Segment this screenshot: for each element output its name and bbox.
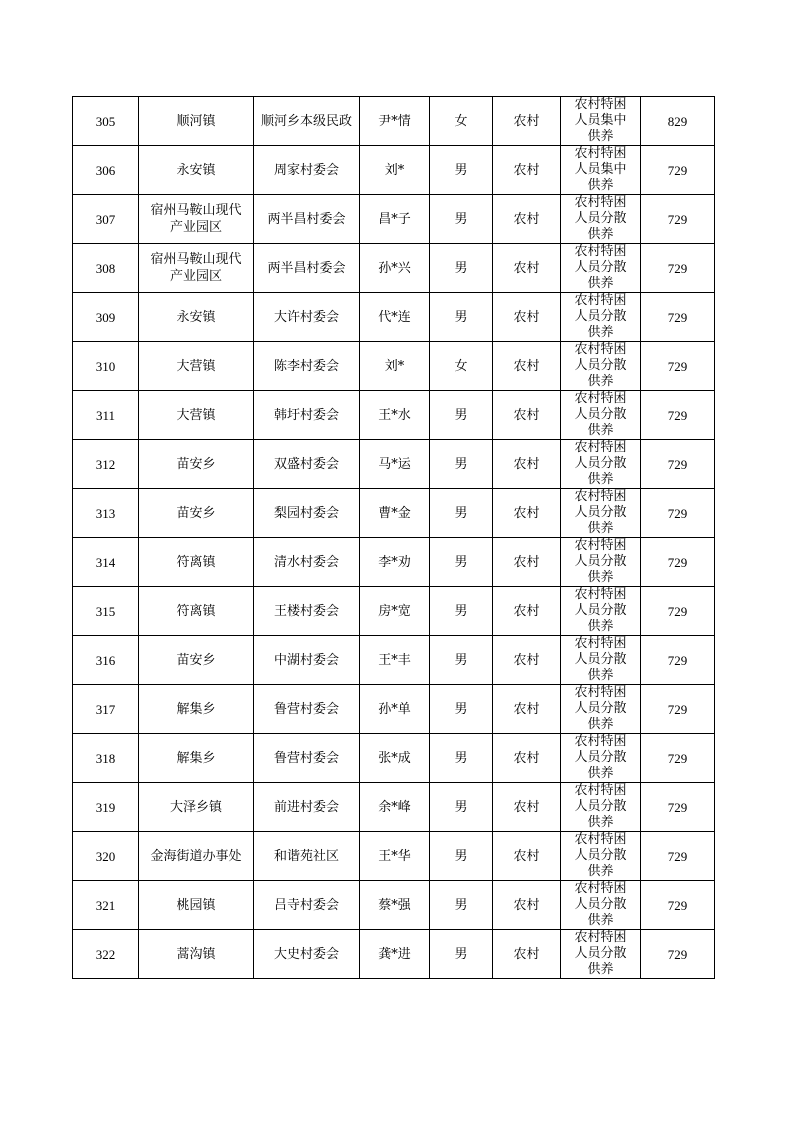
cell-town: 苗安乡 [139, 489, 254, 538]
cell-town: 永安镇 [139, 146, 254, 195]
cell-gender: 男 [430, 930, 493, 979]
cell-area-type: 农村 [493, 293, 561, 342]
cell-recipient-name: 王*华 [360, 832, 430, 881]
table-row [73, 685, 715, 734]
cell-area-type: 农村 [493, 146, 561, 195]
cell-gender: 男 [430, 293, 493, 342]
cell-amount: 729 [641, 293, 715, 342]
cell-support-category: 农村特困人员分散供养 [561, 244, 641, 293]
cell-serial-number: 312 [73, 440, 139, 489]
cell-recipient-name: 房*宽 [360, 587, 430, 636]
cell-serial-number: 316 [73, 636, 139, 685]
cell-recipient-name: 王*水 [360, 391, 430, 440]
cell-recipient-name: 孙*兴 [360, 244, 430, 293]
cell-serial-number: 310 [73, 342, 139, 391]
cell-recipient-name: 龚*进 [360, 930, 430, 979]
table-row [73, 783, 715, 832]
cell-recipient-name: 王*丰 [360, 636, 430, 685]
cell-serial-number: 314 [73, 538, 139, 587]
cell-gender: 男 [430, 734, 493, 783]
cell-area-type: 农村 [493, 97, 561, 146]
cell-area-type: 农村 [493, 685, 561, 734]
cell-recipient-name: 余*峰 [360, 783, 430, 832]
table-row [73, 832, 715, 881]
table-row [73, 587, 715, 636]
cell-support-category: 农村特困人员分散供养 [561, 636, 641, 685]
cell-amount: 729 [641, 146, 715, 195]
table-row [73, 636, 715, 685]
table-row [73, 391, 715, 440]
cell-support-category: 农村特困人员分散供养 [561, 293, 641, 342]
cell-village: 顺河乡本级民政 [254, 97, 360, 146]
cell-recipient-name: 李*劝 [360, 538, 430, 587]
cell-support-category: 农村特困人员分散供养 [561, 538, 641, 587]
cell-area-type: 农村 [493, 783, 561, 832]
cell-recipient-name: 蔡*强 [360, 881, 430, 930]
cell-town: 金海街道办事处 [139, 832, 254, 881]
cell-serial-number: 320 [73, 832, 139, 881]
cell-amount: 829 [641, 97, 715, 146]
cell-recipient-name: 刘* [360, 146, 430, 195]
cell-area-type: 农村 [493, 342, 561, 391]
cell-recipient-name: 张*成 [360, 734, 430, 783]
cell-support-category: 农村特困人员分散供养 [561, 881, 641, 930]
table-row [73, 97, 715, 146]
cell-serial-number: 308 [73, 244, 139, 293]
cell-village: 清水村委会 [254, 538, 360, 587]
cell-area-type: 农村 [493, 391, 561, 440]
cell-village: 陈李村委会 [254, 342, 360, 391]
cell-amount: 729 [641, 195, 715, 244]
cell-village: 双盛村委会 [254, 440, 360, 489]
cell-town: 解集乡 [139, 685, 254, 734]
cell-gender: 男 [430, 244, 493, 293]
cell-amount: 729 [641, 342, 715, 391]
cell-recipient-name: 昌*子 [360, 195, 430, 244]
cell-serial-number: 309 [73, 293, 139, 342]
cell-area-type: 农村 [493, 734, 561, 783]
cell-area-type: 农村 [493, 832, 561, 881]
cell-recipient-name: 马*运 [360, 440, 430, 489]
cell-serial-number: 321 [73, 881, 139, 930]
table-row [73, 734, 715, 783]
table-row [73, 930, 715, 979]
cell-gender: 女 [430, 97, 493, 146]
cell-town: 符离镇 [139, 538, 254, 587]
cell-gender: 男 [430, 881, 493, 930]
table-row [73, 244, 715, 293]
cell-support-category: 农村特困人员分散供养 [561, 734, 641, 783]
cell-town: 大营镇 [139, 391, 254, 440]
cell-town: 解集乡 [139, 734, 254, 783]
cell-serial-number: 311 [73, 391, 139, 440]
cell-amount: 729 [641, 685, 715, 734]
cell-town: 桃园镇 [139, 881, 254, 930]
cell-serial-number: 315 [73, 587, 139, 636]
table-body [73, 97, 715, 979]
cell-support-category: 农村特困人员分散供养 [561, 930, 641, 979]
cell-recipient-name: 尹*情 [360, 97, 430, 146]
cell-gender: 男 [430, 538, 493, 587]
cell-gender: 女 [430, 342, 493, 391]
cell-village: 前进村委会 [254, 783, 360, 832]
cell-serial-number: 305 [73, 97, 139, 146]
cell-amount: 729 [641, 587, 715, 636]
cell-serial-number: 317 [73, 685, 139, 734]
cell-town: 蒿沟镇 [139, 930, 254, 979]
cell-town: 大泽乡镇 [139, 783, 254, 832]
cell-village: 大史村委会 [254, 930, 360, 979]
cell-village: 韩圩村委会 [254, 391, 360, 440]
cell-recipient-name: 代*连 [360, 293, 430, 342]
cell-amount: 729 [641, 489, 715, 538]
cell-area-type: 农村 [493, 636, 561, 685]
table-row [73, 440, 715, 489]
cell-town: 宿州马鞍山现代产业园区 [139, 195, 254, 244]
cell-serial-number: 307 [73, 195, 139, 244]
cell-area-type: 农村 [493, 440, 561, 489]
cell-support-category: 农村特困人员分散供养 [561, 489, 641, 538]
cell-gender: 男 [430, 146, 493, 195]
cell-serial-number: 306 [73, 146, 139, 195]
table-row [73, 489, 715, 538]
cell-recipient-name: 孙*单 [360, 685, 430, 734]
cell-town: 苗安乡 [139, 636, 254, 685]
cell-area-type: 农村 [493, 244, 561, 293]
cell-support-category: 农村特困人员分散供养 [561, 587, 641, 636]
cell-village: 鲁营村委会 [254, 685, 360, 734]
cell-amount: 729 [641, 881, 715, 930]
cell-amount: 729 [641, 636, 715, 685]
cell-amount: 729 [641, 440, 715, 489]
cell-support-category: 农村特困人员分散供养 [561, 783, 641, 832]
cell-village: 梨园村委会 [254, 489, 360, 538]
cell-gender: 男 [430, 783, 493, 832]
cell-area-type: 农村 [493, 881, 561, 930]
cell-village: 大许村委会 [254, 293, 360, 342]
cell-village: 周家村委会 [254, 146, 360, 195]
cell-town: 苗安乡 [139, 440, 254, 489]
cell-area-type: 农村 [493, 930, 561, 979]
cell-amount: 729 [641, 930, 715, 979]
cell-serial-number: 322 [73, 930, 139, 979]
cell-amount: 729 [641, 734, 715, 783]
cell-village: 鲁营村委会 [254, 734, 360, 783]
cell-gender: 男 [430, 195, 493, 244]
cell-gender: 男 [430, 489, 493, 538]
cell-recipient-name: 曹*金 [360, 489, 430, 538]
cell-support-category: 农村特困人员分散供养 [561, 195, 641, 244]
cell-town: 顺河镇 [139, 97, 254, 146]
cell-amount: 729 [641, 244, 715, 293]
cell-serial-number: 318 [73, 734, 139, 783]
cell-gender: 男 [430, 440, 493, 489]
cell-town: 永安镇 [139, 293, 254, 342]
cell-gender: 男 [430, 391, 493, 440]
cell-town: 大营镇 [139, 342, 254, 391]
cell-gender: 男 [430, 685, 493, 734]
cell-village: 和谐苑社区 [254, 832, 360, 881]
table-row [73, 146, 715, 195]
cell-amount: 729 [641, 783, 715, 832]
cell-town: 符离镇 [139, 587, 254, 636]
cell-support-category: 农村特困人员分散供养 [561, 832, 641, 881]
cell-serial-number: 313 [73, 489, 139, 538]
table-row [73, 881, 715, 930]
cell-area-type: 农村 [493, 587, 561, 636]
table-row [73, 342, 715, 391]
cell-village: 王楼村委会 [254, 587, 360, 636]
cell-support-category: 农村特困人员分散供养 [561, 685, 641, 734]
table-row [73, 293, 715, 342]
cell-support-category: 农村特困人员分散供养 [561, 391, 641, 440]
cell-amount: 729 [641, 832, 715, 881]
table-row [73, 195, 715, 244]
cell-amount: 729 [641, 391, 715, 440]
cell-support-category: 农村特困人员集中供养 [561, 97, 641, 146]
cell-village: 吕寺村委会 [254, 881, 360, 930]
cell-support-category: 农村特困人员分散供养 [561, 342, 641, 391]
cell-town: 宿州马鞍山现代产业园区 [139, 244, 254, 293]
cell-recipient-name: 刘* [360, 342, 430, 391]
cell-area-type: 农村 [493, 195, 561, 244]
cell-village: 两半昌村委会 [254, 195, 360, 244]
cell-amount: 729 [641, 538, 715, 587]
cell-area-type: 农村 [493, 538, 561, 587]
cell-area-type: 农村 [493, 489, 561, 538]
cell-village: 两半昌村委会 [254, 244, 360, 293]
cell-gender: 男 [430, 636, 493, 685]
cell-gender: 男 [430, 832, 493, 881]
cell-support-category: 农村特困人员分散供养 [561, 440, 641, 489]
cell-village: 中湖村委会 [254, 636, 360, 685]
table-row [73, 538, 715, 587]
relief-recipient-table [72, 96, 715, 979]
cell-support-category: 农村特困人员集中供养 [561, 146, 641, 195]
cell-gender: 男 [430, 587, 493, 636]
cell-serial-number: 319 [73, 783, 139, 832]
